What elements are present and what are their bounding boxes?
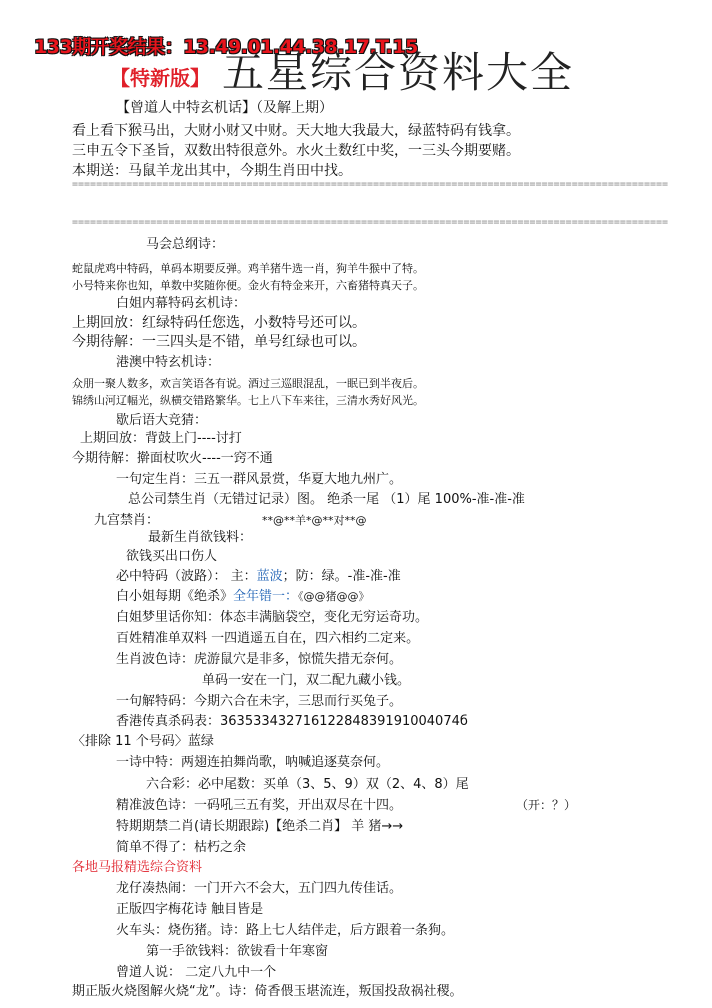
- huoche-line: 火车头：烧伤猪。诗：路上七人结伴走，后方跟着一条狗。: [116, 923, 455, 938]
- separator: ===================================================================================================: [72, 217, 669, 228]
- huoshao-line: 期正版火烧图解火烧“龙”。诗：倚香偎玉堪流连，叛国投敌祸社稷。: [72, 984, 463, 999]
- jinsheng-line: 总公司禁生肖（无错过记录）图。 绝杀一尾 （1）尾 100%-准-准-准: [128, 492, 525, 507]
- xiehouyu-prev: 上期回放：背鼓上门----讨打: [80, 431, 242, 446]
- shengxiao-bose-line: 生肖波色诗：虎游鼠穴是非多，惊慌失措无奈何。: [116, 652, 403, 667]
- jiandan-line: 简单不得了：枯朽之余: [116, 840, 247, 855]
- paichu-pre: 〈排除 11 个号码〉: [72, 734, 188, 749]
- baisheng-line: 百姓精准单双料 一四逍遥五自在，四六相约二定来。: [116, 631, 420, 646]
- result-line: 133期开奖结果：13.49.01.44.38.17.T.15: [34, 36, 418, 58]
- block1-heading: 【曾道人中特玄机话】（及解上期）: [116, 100, 333, 116]
- yiju-line: 一句定生肖：三五一群风景赏，华夏大地九州广。: [116, 472, 403, 487]
- section-heading: 各地马报精选综合资料: [72, 860, 203, 875]
- gangao-line1: 众朋一聚人数多，欢言笑语各有说。酒过三巡眼混乱，一眠已到半夜后。: [72, 377, 424, 390]
- horse-line2: 小号特来你也知，单数中奖随你便。金火有特金来开，六畜猪特真天子。: [72, 279, 424, 292]
- mengyu-line: 白姐梦里话你知：体态丰满脑袋空，变化无穷运奇功。: [116, 610, 429, 625]
- bizhong-line: [116, 570, 401, 583]
- danma-line: 单码一安在一门，双二配九藏小钱。: [202, 673, 411, 688]
- xiaojie-line: [116, 590, 370, 603]
- gangao-heading: 港澳中特玄机诗：: [116, 355, 221, 370]
- bizhong-wave: 蓝波: [256, 569, 283, 584]
- edition-label: 【特新版】: [110, 66, 210, 90]
- xiaojie-pre: 白小姐每期《绝杀》: [116, 589, 234, 604]
- jingzhun-line: 精准波色诗：一码吼三五有奖，开出双尽在十四。: [116, 798, 403, 813]
- page-title: 五星综合资料大全: [222, 48, 575, 97]
- techang-line: 特期期禁二肖(请长期跟踪)【绝杀二肖】 羊 猪→→: [116, 819, 404, 834]
- jiugong-value: **@**羊*@**对**@: [262, 514, 367, 527]
- baijie-now: 今期待解：一三四头是不错，单号红绿也可以。: [72, 334, 366, 350]
- hk-code-line: 香港传真杀码表：36353343271612284839191004074б: [116, 714, 468, 729]
- paichu-line: [72, 735, 214, 748]
- horse-heading: 马会总纲诗：: [146, 237, 225, 252]
- zuixin-heading: 最新生肖欲钱料：: [148, 530, 253, 545]
- separator: ===================================================================================================: [72, 179, 669, 190]
- liuhe-line: 六合彩：必中尾数：买单（3、5、9）双（2、4、8）尾: [146, 777, 469, 792]
- xiehouyu-now: 今期待解：擀面杖吹火----一窍不通: [72, 451, 273, 466]
- block1-line1: 看上看下猴马出，大财小财又中财。天大地大我最大，绿蓝特码有钱拿。: [72, 123, 520, 139]
- bizhong-post: ；防：绿。-准-准-准: [282, 569, 401, 584]
- yishi-line: 一诗中特：两翅连拍舞尚歌，呐喊追逐莫奈何。: [116, 755, 390, 770]
- diyi-line: 第一手欲钱料：欲钹看十年寒窗: [146, 944, 329, 959]
- block1-line2: 三申五令下圣旨，双数出特很意外。水火土数红中奖，一三头今期要赌。: [72, 143, 520, 159]
- xiehouyu-heading: 歇后语大竞猜：: [116, 413, 208, 428]
- block1-line3: 本期送：马鼠羊龙出其中，今期生肖田中找。: [72, 163, 352, 179]
- xiaojie-mid: 全年错一：: [233, 589, 299, 604]
- zhengban-line: 正版四字梅花诗 触目皆是: [116, 902, 264, 917]
- xiaojie-post: 《@@猪@@》: [298, 590, 370, 603]
- bizhong-pre: 必中特码（波路）： 主：: [116, 569, 257, 584]
- zuixin-value: 欲钱买出口伤人: [126, 549, 218, 564]
- kai-note: （开：？）: [516, 798, 577, 812]
- baijie-heading: 白姐内幕特码玄机诗：: [116, 296, 247, 311]
- yijujie-line: 一句解特码：今期六合在未字，三思而行买兔子。: [116, 694, 403, 709]
- zengdao-line: 曾道人说： 二定八九中一个: [116, 965, 277, 980]
- baijie-prev: 上期回放：红绿特码任您选，小数特号还可以。: [72, 315, 366, 331]
- gangao-line2: 锦绣山河辽幅光，纵横交错路繁华。七上八下车来往，三清水秀好风光。: [72, 394, 424, 407]
- paichu-post: 蓝绿: [187, 734, 214, 749]
- jiugong-label: 九宫禁肖：: [94, 513, 160, 528]
- longzai-line: 龙仔凑热闹：一门开六不会大，五门四九传佳话。: [116, 881, 403, 896]
- horse-line1: 蛇鼠虎鸡中特码，单码本期要反弹。鸡羊猪牛选一肖，狗羊牛猴中了特。: [72, 262, 424, 275]
